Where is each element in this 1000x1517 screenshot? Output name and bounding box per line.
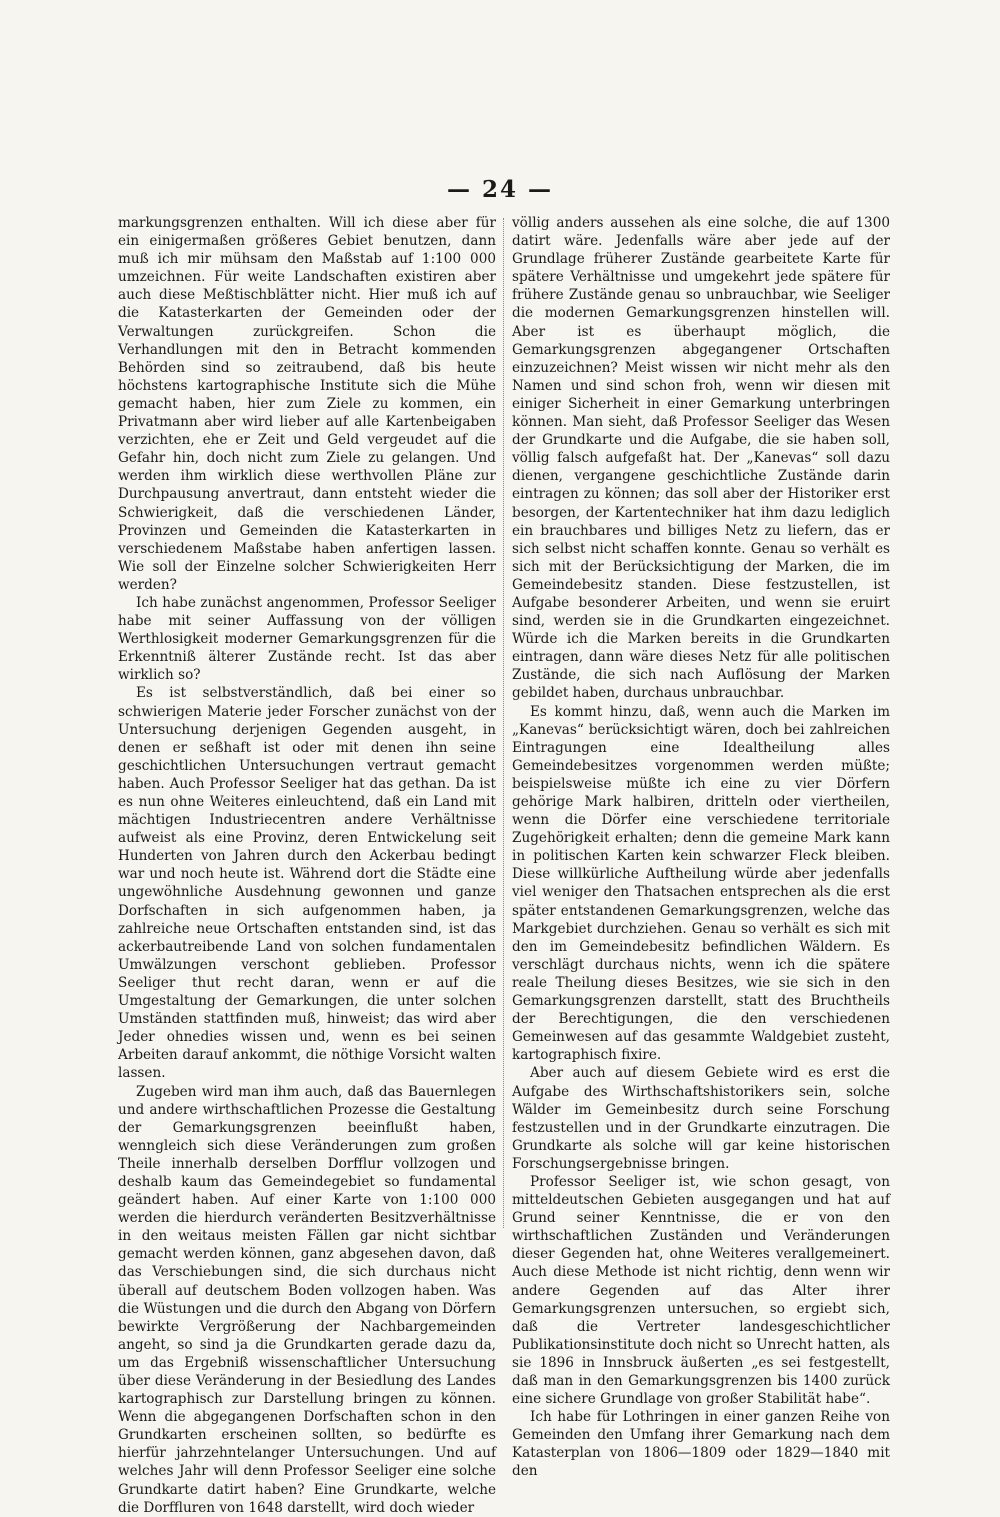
paragraph: markungsgrenzen enthalten. Will ich diese aber für ein einigermaßen größeres Gebiet benutzen, dann muß ich mir mühsam den Maßstab auf 1:100 000 umzeichnen. Für weite Landschaften existiren aber auch diese Meßtischblätter nicht. Hier muß ich auf die Katasterkarten der Gemeinden oder der Verwaltungen zurückgreifen. Schon die Verhandlungen mit den in Betracht kommenden Behörden sind so zeitraubend, daß bis heute höchstens kartographische Institute sich die Mühe gemacht haben, hier zum Ziele zu kommen, ein Privatmann aber wird lieber auf alle Kartenbeigaben verzichten, ehe er Zeit und Geld vergeudet auf die Gefahr hin, doch nicht zum Ziele zu gelangen. Und werden ihm wirklich diese werthvollen Pläne zur Durchpausung anvertraut, dann entsteht wieder die Schwierigkeit, daß die verschiedenen Länder, Provinzen und Gemeinden die Katasterkarten in verschiedenem Maßstabe haben anfertigen lassen. Wie soll der Einzelne solcher Schwierigkeiten Herr werden? (118, 215, 496, 593)
paragraph: Es ist selbstverständlich, daß bei einer so schwierigen Materie jeder Forscher zunächst von der Untersuchung derjenigen Gegenden ausgeht, in denen er seßhaft ist oder mit denen ihn seine geschichtlichen Untersuchungen vertraut gemacht haben. Auch Professor Seeliger hat das gethan. Da ist es nun ohne Weiteres einleuchtend, daß ein Land mit mächtigen Industriecentren andere Verhältnisse aufweist als eine Provinz, deren Entwickelung seit Hunderten von Jahren durch den Ackerbau bedingt war und noch heute ist. Während dort die Städte eine ungewöhnliche Ausdehnung gewonnen und ganze Dorfschaften in sich aufgenommen haben, ja zahlreiche neue Ortschaften entstanden sind, ist das ackerbautreibende Land von solchen fundamentalen Umwälzungen verschont geblieben. Professor Seeliger thut recht daran, wenn er auf die Umgestaltung der Gemarkungen, die unter solchen Umständen stattfinden muß, hinweist; das wird aber Jeder ohnedies wissen und, wenn es bei seinen Arbeiten darauf ankommt, die nöthige Vorsicht walten lassen. (118, 685, 496, 1082)
column-divider (503, 218, 504, 1228)
paragraph: völlig anders aussehen als eine solche, die auf 1300 datirt wäre. Jedenfalls wäre aber jede auf der Grundlage früherer Zustände gearbeitete Karte für spätere Verhältnisse und umgekehrt jede spätere für frühere Zustände genau so unbrauchbar, wie Seeliger die modernen Gemarkungsgrenzen hinstellen will. Aber ist es überhaupt möglich, die Gemarkungsgrenzen abgegangener Ortschaften einzuzeichnen? Meist wissen wir nicht mehr als den Namen und sind schon froh, wenn wir diesen mit einiger Sicherheit in einer Gemarkung unterbringen können. Man sieht, daß Professor Seeliger das Wesen der Grundkarte und die Aufgabe, die sie haben soll, völlig falsch aufgefaßt hat. Der „Kanevas“ soll dazu dienen, vergangene geschichtliche Zustände darin eintragen zu können; das soll aber der Historiker erst besorgen, der Kartentechniker hat ihm dazu lediglich ein brauchbares und billiges Netz zu liefern, das er sich selbst nicht schaffen konnte. Genau so verhält es sich mit der Berücksichtigung der Marken, die im Gemeindebesitz standen. Diese festzustellen, ist Aufgabe besonderer Arbeiten, und wenn sie eruirt sind, werden sie in die Grundkarten eingezeichnet. Würde ich die Marken bereits in die Grundkarten eintragen, dann wäre dieses Netz für alle politischen Zustände, die sich nach Auflösung der Marken gebildet haben, durchaus unbrauchbar. (512, 215, 890, 702)
page-number: — 24 — (446, 176, 554, 203)
paragraph: Es kommt hinzu, daß, wenn auch die Marken im „Kanevas“ berücksichtigt wären, doch bei zahlreichen Eintragungen eine Idealtheilung alles Gemeindebesitzes vorgenommen werden müßte; beispielsweise müßte ich eine zu vier Dörfern gehörige Mark halbiren, dritteln oder viertheilen, wenn die Dörfer eine verschiedene territoriale Zugehörigkeit erhalten; denn die gemeine Mark kann in politischen Karten kein schwarzer Fleck bleiben. Diese willkürliche Auftheilung würde aber jedenfalls viel weniger den Thatsachen entsprechen als die erst später entstandenen Gemarkungsgrenzen, welche das Markgebiet durchziehen. Genau so verhält es sich mit den im Gemeindebesitz befindlichen Wäldern. Es verschlägt durchaus nichts, wenn ich die spätere reale Theilung dieses Besitzes, wie sie sich in den Gemarkungsgrenzen darstellt, statt des Bruchtheils der Berechtigungen, die den verschiedenen Gemeinwesen auf das gesammte Waldgebiet zusteht, kartographisch fixire. (512, 703, 890, 1064)
paragraph: Ich habe für Lothringen in einer ganzen Reihe von Gemeinden den Umfang ihrer Gemarkung nach dem Katasterplan von 1806—1809 oder 1829—1840 mit den (512, 1409, 890, 1480)
left-column (118, 214, 496, 1517)
paragraph: Aber auch auf diesem Gebiete wird es erst die Aufgabe des Wirthschaftshistorikers sein, solche Wälder im Gemeinbesitz durch seine Forschung festzustellen und in der Grundkarte einzutragen. Die Grundkarte als solche will gar keine historischen Forschungsergebnisse bringen. (512, 1065, 890, 1172)
right-column (512, 214, 890, 1481)
paragraph: Zugeben wird man ihm auch, daß das Bauernlegen und andere wirthschaftlichen Prozesse die Gestaltung der Gemarkungsgrenzen beeinflußt haben, wenngleich sich diese Veränderungen zum großen Theile innerhalb derselben Dorfflur vollzogen und deshalb kaum das Gemeindegebiet so fundamental geändert haben. Auf einer Karte von 1:100 000 werden die hierdurch veränderten Besitzverhältnisse in den weitaus meisten Fällen gar nicht sichtbar gemacht werden können, ganz abgesehen davon, daß das Verschiebungen sind, die sich durchaus nicht überall auf deutschem Boden vollzogen haben. Was die Wüstungen und die durch den Abgang von Dörfern bewirkte Vergrößerung der Nachbargemeinden angeht, so sind ja die Grundkarten gerade dazu da, um das Ergebniß wissenschaftlicher Untersuchung über diese Veränderung in der Besiedlung des Landes kartographisch zur Darstellung bringen zu können. Wenn die abgegangenen Dorfschaften schon in den Grundkarten erscheinen sollten, so bedürfte es hierfür jahrzehntelanger Untersuchungen. Und auf welches Jahr will denn Professor Seeliger eine solche Grundkarte datirt haben? Eine Grundkarte, welche die Dorffluren von 1648 darstellt, wird doch wieder (118, 1083, 496, 1516)
paragraph: Ich habe zunächst angenommen, Professor Seeliger habe mit seiner Auffassung von der völligen Werthlosigkeit moderner Gemarkungsgrenzen für die Erkenntniß älterer Zustände recht. Ist das aber wirklich so? (118, 594, 496, 684)
paragraph: Professor Seeliger ist, wie schon gesagt, von mitteldeutschen Gebieten ausgegangen und hat auf Grund seiner Kenntnisse, die er von den wirthschaftlichen Zuständen und Veränderungen dieser Gegenden hat, ohne Weiteres verallgemeinert. Auch diese Methode ist nicht richtig, denn wenn wir andere Gegenden auf das Alter ihrer Gemarkungsgrenzen untersuchen, so ergiebt sich, daß die Vertreter landesgeschichtlicher Publikationsinstitute doch nicht so Unrecht hatten, als sie 1896 in Innsbruck äußerten „es sei festgestellt, daß man in den Gemarkungsgrenzen bis 1400 zurück eine sichere Grundlage von großer Stabilität habe“. (512, 1173, 890, 1408)
